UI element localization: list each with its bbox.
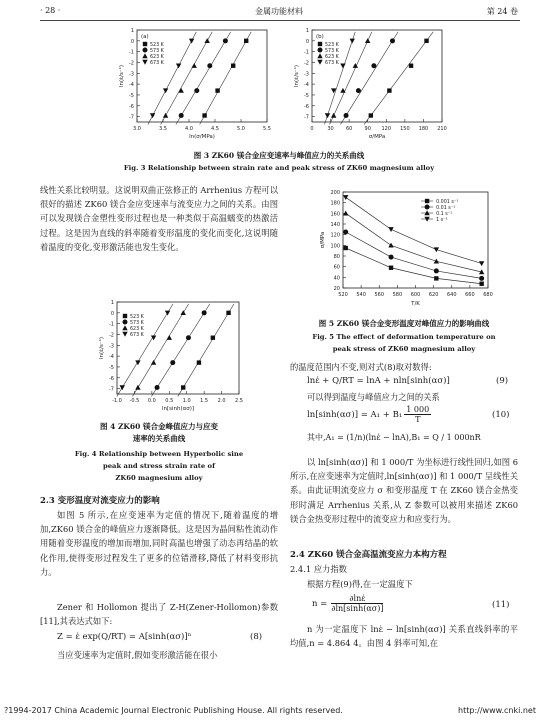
x-tick-label: 2.5	[235, 398, 243, 404]
x-tick-label: 90	[364, 126, 371, 132]
y-tick-label: -5	[109, 364, 114, 371]
data-point	[120, 385, 125, 390]
right-paragraph-1: 的温度范围内不变,则对式(8)取对数得:	[290, 362, 432, 372]
y-tick-label: -4	[129, 82, 134, 89]
y-tick-label: 180	[330, 200, 340, 207]
legend-marker	[425, 205, 430, 210]
data-point	[244, 39, 248, 43]
y-tick-label: 160	[330, 211, 340, 218]
copyright-footer: ?1994-2017 China Academic Journal Electronic Publishing House. All rights reserved.	[4, 706, 343, 715]
data-point	[197, 360, 201, 364]
data-point	[163, 113, 168, 118]
left-paragraph-1	[40, 183, 278, 254]
series-line	[346, 232, 482, 278]
data-point	[388, 243, 393, 248]
y-tick-label: -2	[129, 60, 134, 67]
data-point	[388, 227, 393, 232]
y-tick-label: 200	[330, 190, 340, 196]
y-tick-label: -3	[304, 71, 309, 78]
data-point	[211, 336, 215, 340]
legend-marker	[143, 48, 148, 53]
y-tick-label: -1	[109, 321, 114, 328]
y-tick-label: -2	[109, 332, 114, 339]
x-tick-label: 660	[465, 292, 475, 298]
x-tick-label: 520	[338, 292, 348, 298]
x-tick-label: 5.0	[237, 126, 245, 132]
legend-marker	[142, 53, 147, 58]
y-tick-label: 0	[305, 38, 309, 45]
legend-marker	[123, 314, 127, 318]
data-point	[163, 88, 168, 93]
section-2-3-title: 2.3 变形温度对流变应力的影响	[40, 496, 160, 506]
y-axis-label: ln(ε̇/s⁻¹)	[99, 336, 105, 360]
x-tick-label: 1.0	[182, 398, 191, 404]
fig3-panel-b	[290, 24, 450, 142]
data-point	[179, 113, 184, 118]
x-tick-label: 150	[400, 126, 410, 132]
fraction-denominator: T	[415, 415, 421, 424]
y-tick-label: -3	[109, 343, 114, 350]
y-tick-label: -7	[304, 114, 309, 121]
legend-label: 0.1 s⁻¹	[436, 212, 453, 217]
data-point	[215, 88, 219, 92]
legend-marker	[122, 325, 127, 330]
equation-11-fraction	[331, 594, 383, 613]
equation-10-where: 其中,A₁ = (1/n)(lnε̇ − lnA),B₁ = Q / 1 000nR	[307, 433, 481, 442]
y-tick-label: 1	[130, 28, 134, 34]
legend-label: 523 K	[130, 315, 144, 320]
data-point	[192, 63, 197, 68]
legend-marker	[317, 53, 322, 58]
data-point	[186, 335, 191, 340]
section-2-4-title: 2.4 ZK60 镁合金高温流变应力本构方程	[290, 550, 447, 560]
x-axis-label: T/K	[411, 301, 420, 307]
y-tick-label: 1	[110, 300, 114, 306]
data-point	[231, 64, 235, 68]
equation-10	[307, 405, 431, 424]
x-tick-label: 1.5	[200, 398, 209, 404]
y-tick-label: -2	[304, 60, 309, 67]
data-point	[356, 88, 361, 93]
data-point	[434, 268, 439, 273]
y-tick-label: -6	[304, 103, 309, 110]
data-point	[479, 276, 484, 281]
fig3-caption-en: Fig. 3 Relationship between strain rate and peak stress of ZK60 magnesium alloy	[123, 164, 435, 172]
legend-label: 523 K	[325, 43, 339, 48]
fig5-caption-cn: 图 5 ZK60 镁合金变形温度对峰值应力的影响曲线	[318, 319, 490, 328]
y-tick-label: 0	[130, 38, 134, 45]
x-tick-label: 600	[410, 292, 421, 298]
x-tick-label: 580	[392, 292, 403, 298]
x-axis-label: ln(σ/MPa)	[189, 134, 215, 140]
y-tick-label: 0	[110, 310, 114, 317]
fig4-caption-en-3: ZK60 magnesium alloy	[115, 474, 203, 482]
legend-marker	[425, 199, 429, 203]
fit-line	[178, 304, 234, 397]
fig4-chart	[95, 296, 245, 414]
fig5-caption-en-2: peak stress of ZK60 magnesium alloy	[332, 345, 476, 353]
y-tick-label: -5	[129, 92, 134, 99]
equation-9-number: (9)	[496, 376, 509, 386]
data-point	[409, 64, 413, 68]
x-tick-label: 2.0	[217, 398, 226, 404]
data-point	[434, 276, 438, 280]
x-axis-label: ln[sinh(ασ)]	[161, 406, 195, 412]
header-rule	[40, 20, 520, 21]
x-tick-label: 680	[483, 292, 493, 298]
x-tick-label: 120	[381, 126, 392, 132]
legend-label: 1 s⁻¹	[436, 218, 448, 223]
legend-marker	[122, 332, 127, 337]
data-point	[181, 310, 186, 315]
data-point	[202, 310, 207, 315]
data-point	[344, 246, 348, 250]
data-point	[135, 385, 140, 390]
fig3-panel-a	[115, 24, 275, 142]
y-tick-label: -3	[129, 71, 134, 78]
subsection-2-4-1: 2.4.1 应力指数	[290, 564, 347, 574]
cnki-link[interactable]: http://www.cnki.net	[458, 706, 536, 715]
y-tick-label: -1	[129, 49, 134, 56]
data-point	[479, 282, 483, 286]
y-tick-label: 140	[330, 222, 340, 228]
page-number: · 28 ·	[40, 6, 61, 15]
y-tick-label: -6	[109, 375, 114, 382]
x-tick-label: 0.0	[147, 398, 156, 404]
data-point	[165, 311, 170, 316]
equation-11-number: (11)	[492, 600, 510, 610]
fig5-caption-en-1: Fig. 5 The effect of deformation temperature on	[312, 333, 496, 341]
data-point	[344, 113, 349, 118]
data-point	[194, 88, 199, 93]
y-tick-label: 120	[330, 232, 340, 239]
data-point	[151, 336, 156, 341]
data-point	[150, 113, 155, 118]
legend-label: 0.001 s⁻¹	[436, 200, 459, 205]
legend-label: 0.01 s⁻¹	[436, 206, 456, 211]
right-paragraph-3: 以 ln[sinh(ασ)] 和 1 000/T 为坐标进行线性回归,如图 6 所示,在应变速率为定值时,ln[sinh(ασ)] 和 1 000/T 呈线性关系。由此证明流变应力 σ 和变形温度 T 在 ZK60 镁合金热变形时满足 Arrhenius 关系,从 Z 参数可以被用来描述 ZK60 镁合金热变形过程中的流变应力和应变行为。	[290, 457, 518, 524]
right-paragraph-4: 根据方程(9)得,在一定温度下	[307, 579, 413, 589]
x-tick-label: 3.5	[159, 126, 167, 132]
data-point	[202, 113, 206, 117]
data-point	[207, 63, 212, 68]
legend-marker	[317, 60, 322, 65]
legend-label: 573 K	[150, 49, 164, 54]
legend-label: 673 K	[130, 333, 144, 338]
data-point	[167, 335, 172, 340]
left-paragraph-2: 如图 5 所示,在应变速率为定值的情况下,随着温度的增加,ZK60 镁合金的峰值应力逐渐降低。这是因为晶间粘性流动作用随着变形温度的增加而增加,同时高温也增强了动态再结晶的软化作用,使得变形过程发生了更多的位错滑移,降低了材料变形抗力。	[40, 510, 278, 577]
legend-label: 673 K	[325, 61, 339, 66]
legend-label: 523 K	[150, 43, 164, 48]
legend-label: 573 K	[325, 49, 339, 54]
data-point	[331, 113, 336, 118]
fit-line	[200, 32, 252, 125]
x-tick-label: -0.5	[129, 398, 140, 404]
data-point	[226, 311, 230, 315]
data-point	[350, 39, 355, 44]
fig4-caption-en-2: peak and stress strain rate of	[102, 462, 216, 470]
y-axis-label: σ/MPa	[320, 231, 326, 249]
data-point	[151, 360, 156, 365]
right-paragraph-2: 可以得到温度与峰值应力之间的关系	[307, 392, 440, 402]
data-point	[365, 38, 370, 43]
data-point	[369, 113, 373, 117]
y-tick-label: -7	[109, 386, 114, 393]
equation-11-left: n =	[312, 598, 328, 609]
data-point	[170, 360, 175, 365]
legend-marker	[318, 42, 322, 46]
journal-name: 金属功能材料	[255, 7, 303, 16]
y-tick-label: -4	[109, 354, 114, 361]
y-tick-label: 80	[333, 254, 340, 260]
volume-label: 第 24 卷	[486, 7, 518, 16]
x-tick-label: 0	[310, 126, 314, 132]
x-tick-label: 3.0	[133, 126, 141, 132]
equation-10-number: (10)	[492, 410, 510, 420]
paragraph-text: 线性关系比较明显。这说明双曲正弦修正的 Arrhenius 方程可以很好的描述 ZK60 镁合金应变速率与流变应力之间的关系。由图可以发现镁合金塑性变形过程也是一种类似于高温蠕变的热激活过程。这是因为直线的斜率随着变形温度的变化而变化,这说明随着温度的变化,变形激活能也发生变化。	[40, 185, 278, 252]
data-point	[389, 255, 394, 260]
x-axis-label: σ/MPa	[368, 134, 386, 140]
legend-label: 623 K	[150, 55, 164, 60]
legend-label: 623 K	[325, 55, 339, 60]
equation-8: Z = ε̇ exp(Q/RT) = A[sinh(ασ)]ⁿ	[57, 632, 192, 642]
fit-line	[161, 32, 213, 125]
fig3-caption-cn: 图 3 ZK60 镁合金应变速率与峰值应力的关系曲线	[193, 151, 365, 160]
fraction-numerator: ∂lnε̇	[331, 594, 383, 604]
y-tick-label: -5	[304, 92, 309, 99]
legend-label: 673 K	[150, 61, 164, 66]
fit-line	[176, 32, 231, 125]
series-line	[346, 213, 482, 272]
x-tick-label: 4.0	[185, 126, 193, 132]
data-point	[434, 259, 439, 264]
data-point	[343, 195, 348, 200]
fraction-denominator: ∂ln[sinh(ασ)]	[331, 604, 384, 613]
x-tick-label: 560	[374, 292, 385, 298]
x-tick-label: 620	[428, 292, 439, 298]
data-point	[181, 385, 185, 389]
x-tick-label: -1.0	[112, 398, 122, 404]
y-tick-label: 40	[333, 275, 340, 282]
left-paragraph-4: 当应变速率为定值时,假如变形激活能在很小	[57, 650, 218, 660]
data-point	[389, 266, 393, 270]
fig4-caption-en-1: Fig. 4 Relationship between Hyperbolic sine	[74, 450, 244, 458]
legend-marker	[318, 48, 323, 53]
y-tick-label: -6	[129, 103, 134, 110]
y-tick-label: 1	[305, 28, 309, 34]
x-tick-label: 540	[356, 292, 366, 298]
fig5-chart	[315, 186, 495, 314]
data-point	[223, 38, 228, 43]
data-point	[479, 261, 484, 266]
y-tick-label: -7	[129, 114, 134, 121]
fit-line	[340, 32, 398, 125]
data-point	[340, 64, 345, 69]
equation-8-number: (8)	[250, 632, 263, 642]
x-tick-label: 60	[345, 126, 353, 132]
fig4-caption-cn-1: 图 4 ZK60 镁合金峰值应力与应变	[100, 422, 218, 431]
data-point	[189, 39, 194, 44]
equation-11	[312, 594, 383, 613]
data-point	[343, 230, 348, 235]
left-paragraph-3: Zener 和 Hollomon 提出了 Z-H(Zener-Hollomon)参数[11],其表达式如下:	[40, 602, 278, 627]
y-tick-label: -4	[304, 82, 309, 89]
x-tick-label: 5.5	[263, 126, 271, 132]
data-point	[205, 38, 210, 43]
data-point	[325, 113, 330, 118]
data-point	[371, 63, 376, 68]
x-tick-label: 0.5	[165, 398, 174, 404]
data-point	[176, 64, 181, 69]
y-tick-label: -1	[304, 49, 309, 56]
x-tick-label: 4.5	[211, 126, 219, 132]
x-tick-label: 180	[418, 126, 429, 132]
fig4-caption-cn-2: 速率的关系曲线	[132, 434, 186, 443]
legend-marker	[143, 42, 147, 46]
legend-label: 573 K	[130, 321, 144, 326]
y-tick-label: 60	[333, 264, 340, 271]
legend-marker	[123, 320, 128, 325]
data-point	[424, 39, 428, 43]
panel-label: (a)	[141, 34, 149, 40]
panel-label: (b)	[316, 34, 324, 40]
equation-9: lnε̇ + Q/RT = lnA + nln[sinh(ασ)]	[307, 376, 450, 386]
x-tick-label: 210	[437, 126, 447, 132]
equation-10-fraction	[404, 405, 431, 424]
equation-10-left: ln[sinh(ασ)] = A₁ + B₁	[307, 409, 403, 420]
data-point	[155, 385, 160, 390]
y-tick-label: 20	[333, 286, 340, 292]
data-point	[390, 38, 395, 43]
right-paragraph-5: n 为一定温度下 lnε̇ − ln[sinh(ασ)] 关系直线斜率的平均值,n = 4.864 4。由图 4 斜率可知,在	[290, 624, 518, 649]
fit-line	[364, 32, 433, 125]
fraction-numerator: 1 000	[406, 405, 430, 414]
legend-marker	[142, 60, 147, 65]
legend-label: 623 K	[130, 327, 144, 332]
y-axis-label: ln(ε̇/s⁻¹)	[294, 64, 300, 88]
y-axis-label: ln(ε̇/s⁻¹)	[119, 64, 125, 88]
fit-line	[151, 304, 209, 397]
data-point	[387, 88, 391, 92]
y-tick-label: 100	[330, 243, 340, 250]
x-tick-label: 640	[446, 292, 457, 298]
x-tick-label: 30	[327, 126, 334, 132]
